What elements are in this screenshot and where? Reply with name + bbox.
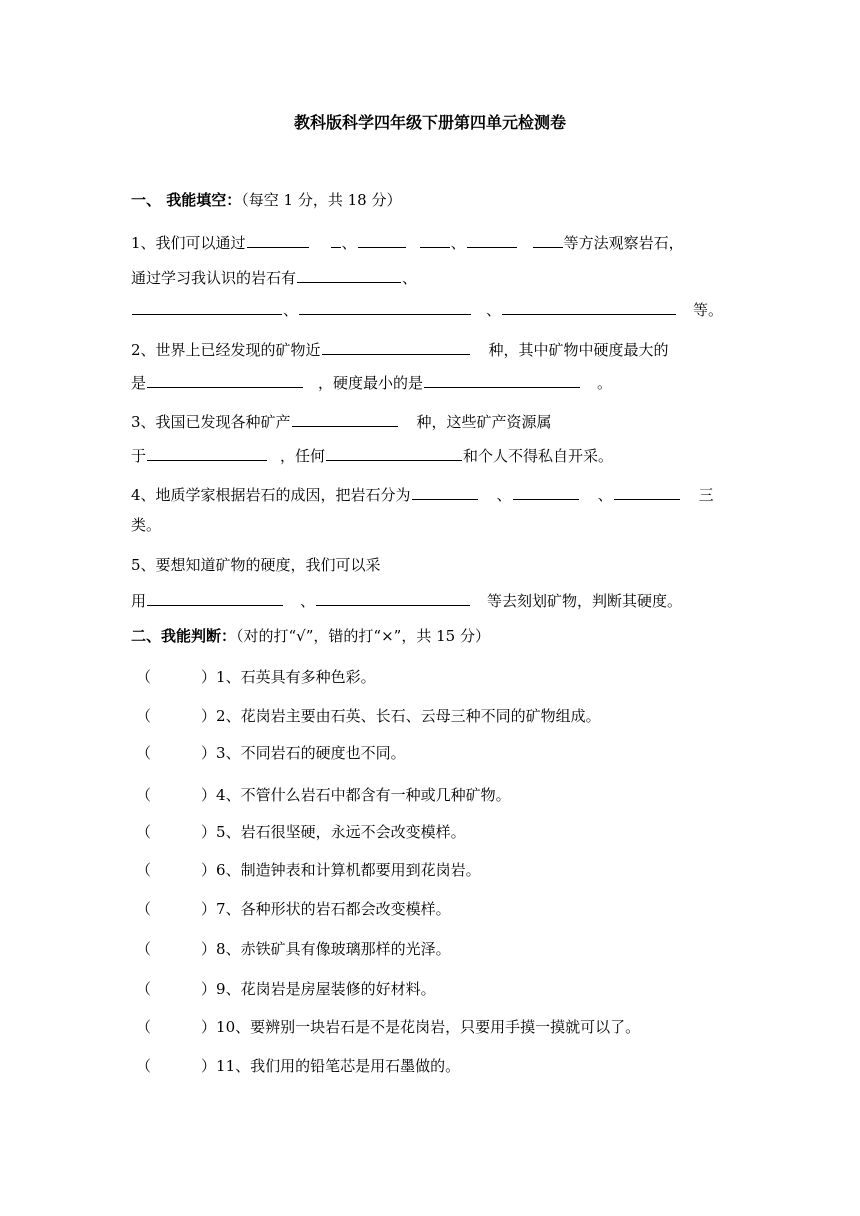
blank-q5-2[interactable] (316, 589, 470, 606)
question-3-line-1 (131, 410, 552, 432)
answer-paren-close: ） (201, 940, 217, 958)
q3-text-e: 和个人不得私自开采。 (463, 447, 614, 465)
answer-paren-close: ） (201, 707, 217, 725)
page-title: 教科版科学四年级下册第四单元检测卷 (293, 113, 566, 132)
judgment-text: 7、各种形状的岩石都会改变模样。 (216, 900, 451, 918)
q3-text-c: 于 (131, 447, 147, 465)
blank-q4-2[interactable] (513, 483, 579, 500)
question-1-line-1: 1、我们可以通过 、 、 等方法观察岩石， (131, 231, 684, 253)
blank-q1-4[interactable] (533, 231, 563, 248)
answer-paren-close: ） (201, 668, 217, 686)
section2-heading: 二、我能判断： (131, 627, 237, 645)
judgment-item (136, 667, 376, 687)
section1-heading: 一、 我能填空： (131, 191, 242, 209)
blank-q2-3[interactable] (424, 371, 580, 388)
q2-text-a: 2、世界上已经发现的矿物近 (131, 341, 321, 359)
judgment-item (136, 939, 451, 959)
question-4-line-2 (131, 515, 161, 535)
answer-paren-open: （ (136, 940, 152, 958)
judgment-text: 9、花岗岩是房屋装修的好材料。 (216, 980, 436, 998)
answer-paren-close: ） (201, 823, 217, 841)
q4-text-b: 、 (496, 486, 512, 504)
q5-text-a: 5、要想知道矿物的硬度，我们可以采 (131, 556, 381, 574)
answer-paren-open: （ (136, 744, 152, 762)
q2-text-b: 种，其中矿物中硬度最大的 (488, 341, 669, 359)
q5-text-d: 等去刻划矿物，判断其硬度。 (487, 592, 683, 610)
question-2-line-2 (131, 371, 612, 393)
judgment-text: 11、我们用的铅笔芯是用石墨做的。 (216, 1057, 461, 1075)
q3-text-b: 种，这些矿产资源属 (416, 413, 552, 431)
answer-paren-open: （ (136, 668, 152, 686)
answer-paren-open: （ (136, 1057, 152, 1075)
question-1-line-3 (131, 298, 723, 320)
section2-header (131, 626, 490, 646)
judgment-item (136, 822, 466, 842)
blank-q1-7[interactable] (299, 298, 471, 315)
section1-note: （每空 1 分，共 18 分） (241, 191, 402, 209)
q5-text-c: 、 (300, 592, 316, 610)
q3-text-a: 3、我国已发现各种矿产 (131, 413, 291, 431)
blank-q1-1[interactable] (247, 231, 309, 248)
q1-text-c: 通过学习我认识的岩石有 (131, 269, 297, 287)
answer-paren-open: （ (136, 900, 152, 918)
judgment-text: 2、花岗岩主要由石英、长石、云母三种不同的矿物组成。 (216, 707, 601, 725)
q1-text-a: 1、我们可以通过 (131, 234, 246, 252)
judgment-item (136, 743, 406, 763)
judgment-item (136, 979, 436, 999)
judgment-item (136, 860, 481, 880)
judgment-text: 8、赤铁矿具有像玻璃那样的光泽。 (216, 940, 451, 958)
answer-paren-close: ） (201, 744, 217, 762)
answer-paren-open: （ (136, 707, 152, 725)
q4-text-a: 4、地质学家根据岩石的成因，把岩石分为 (131, 486, 411, 504)
answer-paren-close: ） (201, 861, 217, 879)
blank-q1-6[interactable] (132, 298, 282, 315)
question-2-line-1 (131, 338, 669, 360)
judgment-item (136, 706, 601, 726)
blank-q2-2[interactable] (147, 371, 303, 388)
q1-text-g: 等。 (693, 301, 724, 319)
q4-text-e: 类。 (131, 516, 162, 534)
answer-paren-close: ） (201, 1018, 217, 1036)
judgment-text: 4、不管什么岩石中都含有一种或几种矿物。 (216, 786, 511, 804)
answer-paren-close: ） (201, 900, 217, 918)
judgment-item (136, 899, 451, 919)
judgment-text: 6、制造钟表和计算机都要用到花岗岩。 (216, 861, 481, 879)
blank-q1-3a[interactable] (420, 231, 450, 248)
q2-text-e: 。 (597, 374, 613, 392)
q4-text-c: 、 (597, 486, 613, 504)
answer-paren-close: ） (201, 980, 217, 998)
blank-q3-2[interactable] (147, 444, 267, 461)
question-3-line-2 (131, 444, 613, 466)
answer-paren-close: ） (201, 786, 217, 804)
blank-q4-1[interactable] (412, 483, 478, 500)
section1-header (131, 190, 401, 210)
blank-q1-2a[interactable] (331, 231, 341, 248)
question-5-line-2 (131, 589, 682, 611)
answer-paren-open: （ (136, 823, 152, 841)
q1-text-f: 、 (486, 301, 502, 319)
blank-q3-1[interactable] (292, 410, 398, 427)
blank-q1-3[interactable] (467, 231, 517, 248)
section2-note: （对的打“√”，错的打“×”，共 15 分） (236, 627, 490, 645)
blank-q5-1[interactable] (147, 589, 283, 606)
question-1-line-2 (131, 266, 417, 288)
judgment-text: 5、岩石很坚硬，永远不会改变模样。 (216, 823, 466, 841)
judgment-item (136, 1056, 460, 1076)
judgment-item (136, 785, 511, 805)
judgment-text: 3、不同岩石的硬度也不同。 (216, 744, 406, 762)
answer-paren-open: （ (136, 1018, 152, 1036)
question-4-line-1 (131, 483, 714, 505)
q4-text-d: 三 (698, 486, 714, 504)
blank-q1-5[interactable] (297, 266, 401, 283)
q1-text-e: 、 (283, 301, 299, 319)
answer-paren-open: （ (136, 786, 152, 804)
answer-paren-open: （ (136, 980, 152, 998)
blank-q4-3[interactable] (614, 483, 680, 500)
q1-text-b: 等方法观察岩石， (563, 234, 684, 252)
q3-text-d: ，任何 (280, 447, 326, 465)
blank-q2-1[interactable] (322, 338, 470, 355)
blank-q1-8[interactable] (502, 298, 676, 315)
answer-paren-open: （ (136, 861, 152, 879)
q2-text-d: ，硬度最小的是 (318, 374, 424, 392)
judgment-item (136, 1017, 640, 1037)
blank-q3-3[interactable] (326, 444, 462, 461)
q5-text-b: 用 (131, 592, 147, 610)
q2-text-c: 是 (131, 374, 147, 392)
judgment-text: 10、要辨别一块岩石是不是花岗岩，只要用手摸一摸就可以了。 (216, 1018, 641, 1036)
blank-q1-2[interactable] (358, 231, 406, 248)
answer-paren-close: ） (201, 1057, 217, 1075)
question-5-line-1 (131, 555, 381, 575)
q1-text-d: 、 (402, 269, 418, 287)
judgment-text: 1、石英具有多种色彩。 (216, 668, 376, 686)
